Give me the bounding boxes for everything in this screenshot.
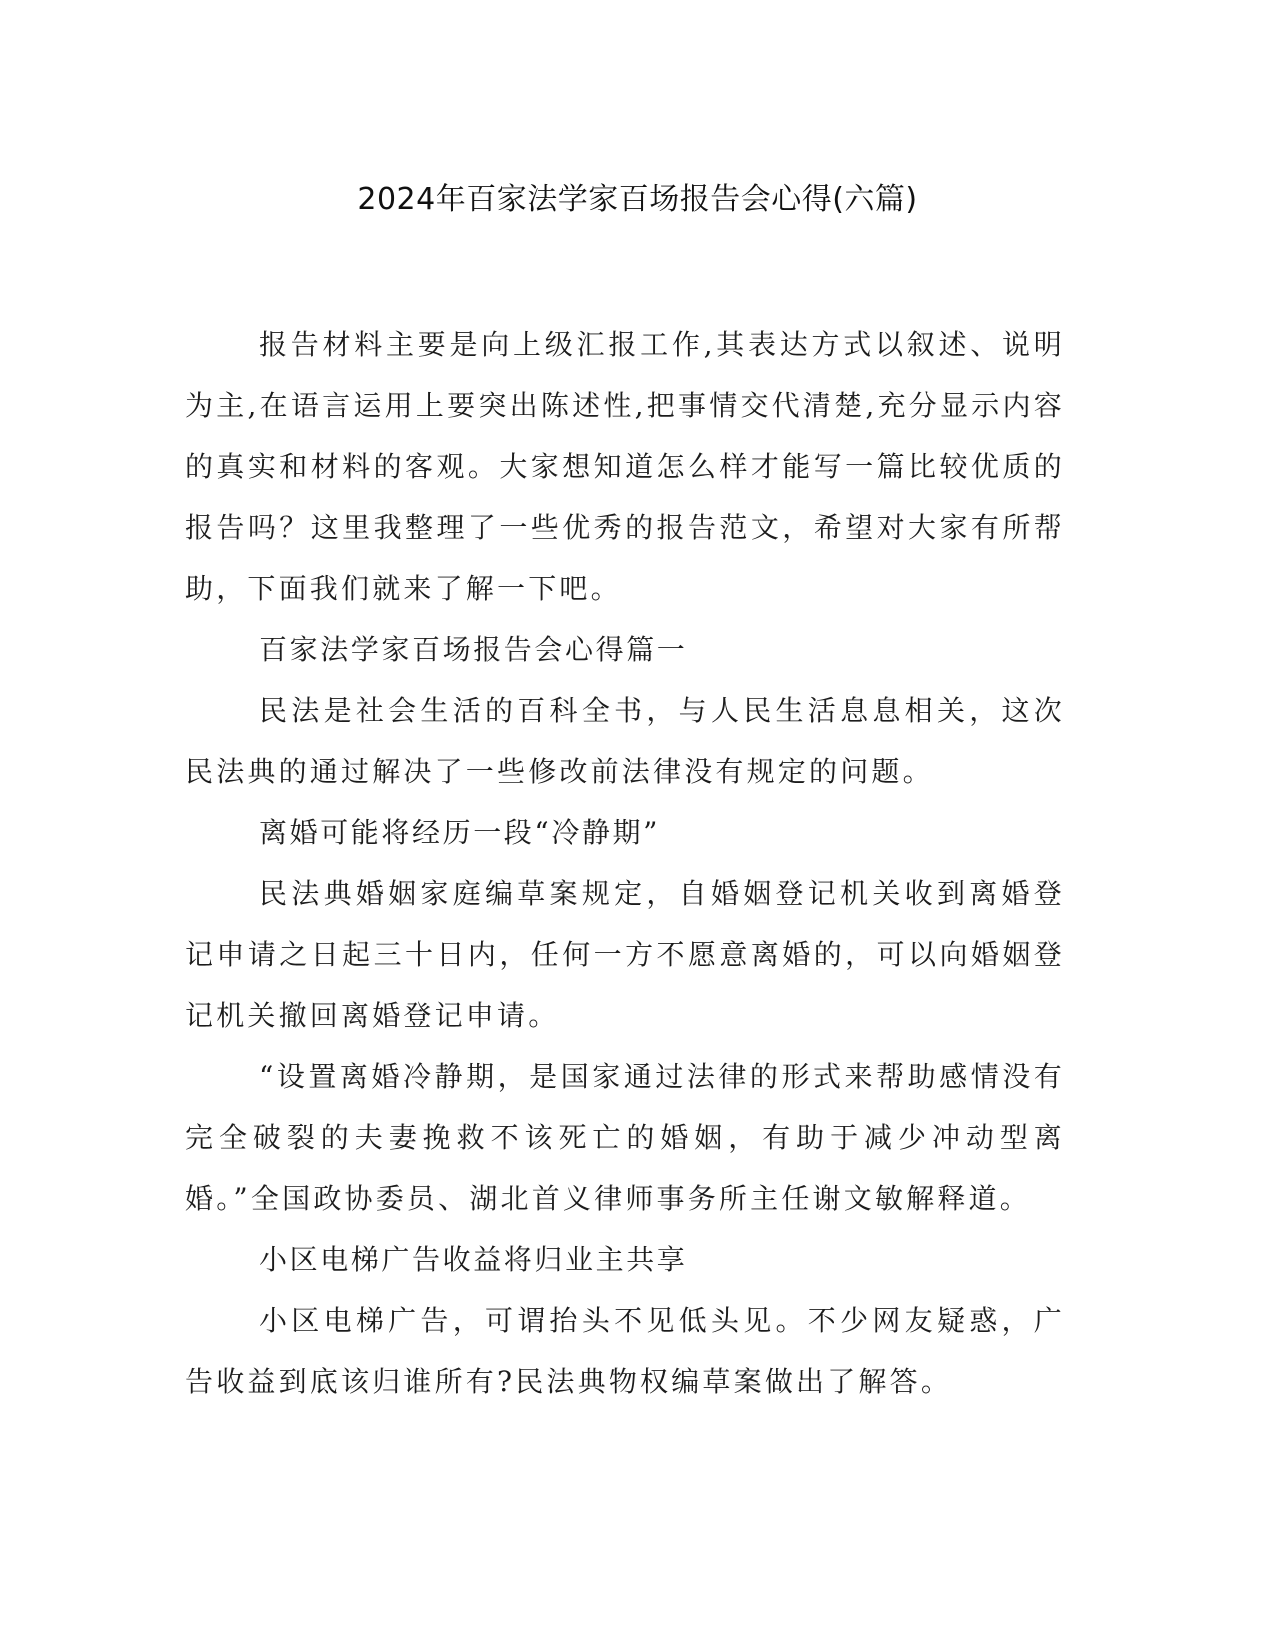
divorce-rule-paragraph: 民法典婚姻家庭编草案规定，自婚姻登记机关收到离婚登记申请之日起三十日内，任何一方不愿意离婚的，可以向婚姻登记机关撤回离婚登记申请。 [185,877,1065,1032]
document-title: 2024年百家法学家百场报告会心得(六篇) [357,182,918,217]
intro-paragraph: 报告材料主要是向上级汇报工作,其表达方式以叙述、说明为主,在语言运用上要突出陈述性,把事情交代清楚,充分显示内容的真实和材料的客观。大家想知道怎么样才能写一篇比较优质的报告吗？这里我整理了一些优秀的报告范文，希望对大家有所帮助，下面我们就来了解一下吧。 [185,328,1065,605]
quote-paragraph: “设置离婚冷静期，是国家通过法律的形式来帮助感情没有完全破裂的夫妻挽救不该死亡的婚姻，有助于减少冲动型离婚。”全国政协委员、湖北首义律师事务所主任谢文敏解释道。 [185,1060,1065,1215]
section-heading-part-one: 百家法学家百场报告会心得篇一 [259,633,688,666]
elevator-ads-paragraph: 小区电梯广告，可谓抬头不见低头见。不少网友疑惑，广告收益到底该归谁所有?民法典物权编草案做出了解答。 [185,1304,1065,1398]
civil-code-paragraph: 民法是社会生活的百科全书，与人民生活息息相关，这次民法典的通过解决了一些修改前法律没有规定的问题。 [185,694,1065,788]
subheading-elevator-ads: 小区电梯广告收益将归业主共享 [259,1243,688,1276]
subheading-divorce-cooling-period: 离婚可能将经历一段“冷静期” [259,816,661,849]
document-body [185,314,1065,1412]
